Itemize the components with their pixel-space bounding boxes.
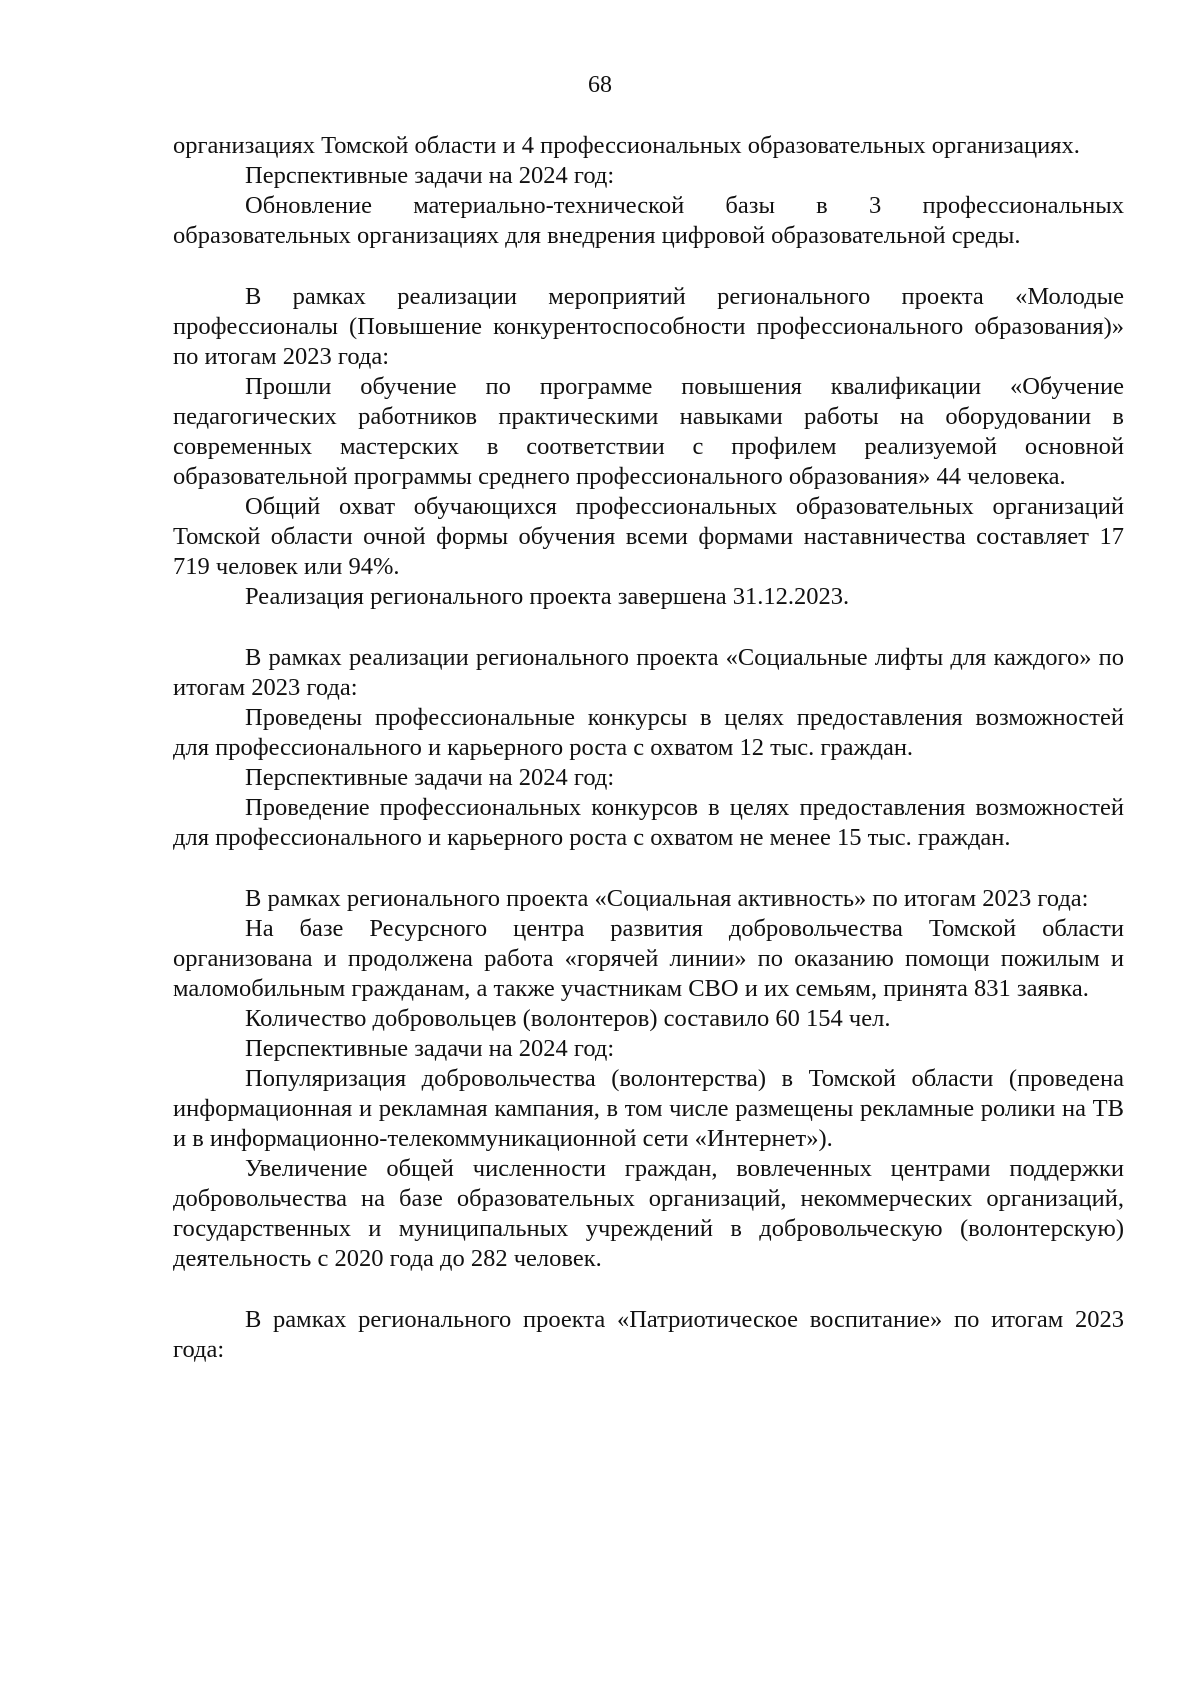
paragraph: Перспективные задачи на 2024 год: bbox=[245, 1035, 615, 1062]
section-gap bbox=[173, 853, 1124, 884]
paragraph: На базе Ресурсного центра развития добровольчества Томской области организована и продолжена работа «горячей линии» по оказанию помощи пожилым и маломобильным гражданам, а также участникам СВО и их семьям, принята 831 заявка. bbox=[173, 915, 1124, 1002]
paragraph: Количество добровольцев (волонтеров) составило 60 154 чел. bbox=[245, 1005, 891, 1032]
document-body bbox=[173, 131, 1124, 1365]
paragraph: Перспективные задачи на 2024 год: bbox=[245, 764, 615, 791]
paragraph: В рамках реализации мероприятий регионального проекта «Молодые профессионалы (Повышение конкурентоспособности профессионального образования)» по итогам 2023 года: bbox=[173, 283, 1124, 370]
paragraph: Популяризация добровольчества (волонтерства) в Томской области (проведена информационная и рекламная кампания, в том числе размещены рекламные ролики на ТВ и в информационно-телекоммуникационной сети «Интернет»). bbox=[173, 1065, 1124, 1152]
section-patriotic-education bbox=[173, 1305, 1124, 1365]
paragraph: Общий охват обучающихся профессиональных образовательных организаций Томской области очной формы обучения всеми формами наставничества составляет 17 719 человек или 94%. bbox=[173, 493, 1124, 580]
paragraph: Проведены профессиональные конкурсы в целях предоставления возможностей для профессионального и карьерного роста с охватом 12 тыс. граждан. bbox=[173, 704, 1124, 761]
page-number: 68 bbox=[588, 72, 612, 98]
paragraph: В рамках регионального проекта «Патриотическое воспитание» по итогам 2023 года: bbox=[173, 1306, 1124, 1363]
section-gap bbox=[173, 251, 1124, 282]
paragraph: В рамках реализации регионального проекта «Социальные лифты для каждого» по итогам 2023 года: bbox=[173, 644, 1124, 701]
paragraph: Прошли обучение по программе повышения квалификации «Обучение педагогических работников практическими навыками работы на оборудовании в современных мастерских в соответствии с профилем реализуемой основной образовательной программы среднего профессионального образования» 44 человека. bbox=[173, 373, 1124, 490]
paragraph: Обновление материально-технической базы в 3 профессиональных образовательных организациях для внедрения цифровой образовательной среды. bbox=[173, 192, 1124, 249]
paragraph: Реализация регионального проекта завершена 31.12.2023. bbox=[245, 583, 850, 610]
section-gap bbox=[173, 1274, 1124, 1305]
paragraph: Проведение профессиональных конкурсов в целях предоставления возможностей для профессионального и карьерного роста с охватом не менее 15 тыс. граждан. bbox=[173, 794, 1124, 851]
paragraph: организациях Томской области и 4 профессиональных образовательных организациях. bbox=[173, 132, 1080, 159]
paragraph: В рамках регионального проекта «Социальная активность» по итогам 2023 года: bbox=[245, 885, 1089, 912]
paragraph: Перспективные задачи на 2024 год: bbox=[245, 162, 615, 189]
paragraph: Увеличение общей численности граждан, вовлеченных центрами поддержки добровольчества на базе образовательных организаций, некоммерческих организаций, государственных и муниципальных учреждений в добровольческую (волонтерскую) деятельность с 2020 года до 282 человек. bbox=[173, 1155, 1124, 1272]
section-vocational-infrastructure bbox=[173, 131, 1124, 251]
section-social-activity bbox=[173, 884, 1124, 1274]
section-gap bbox=[173, 612, 1124, 643]
section-young-professionals bbox=[173, 282, 1124, 612]
section-social-lifts bbox=[173, 643, 1124, 853]
